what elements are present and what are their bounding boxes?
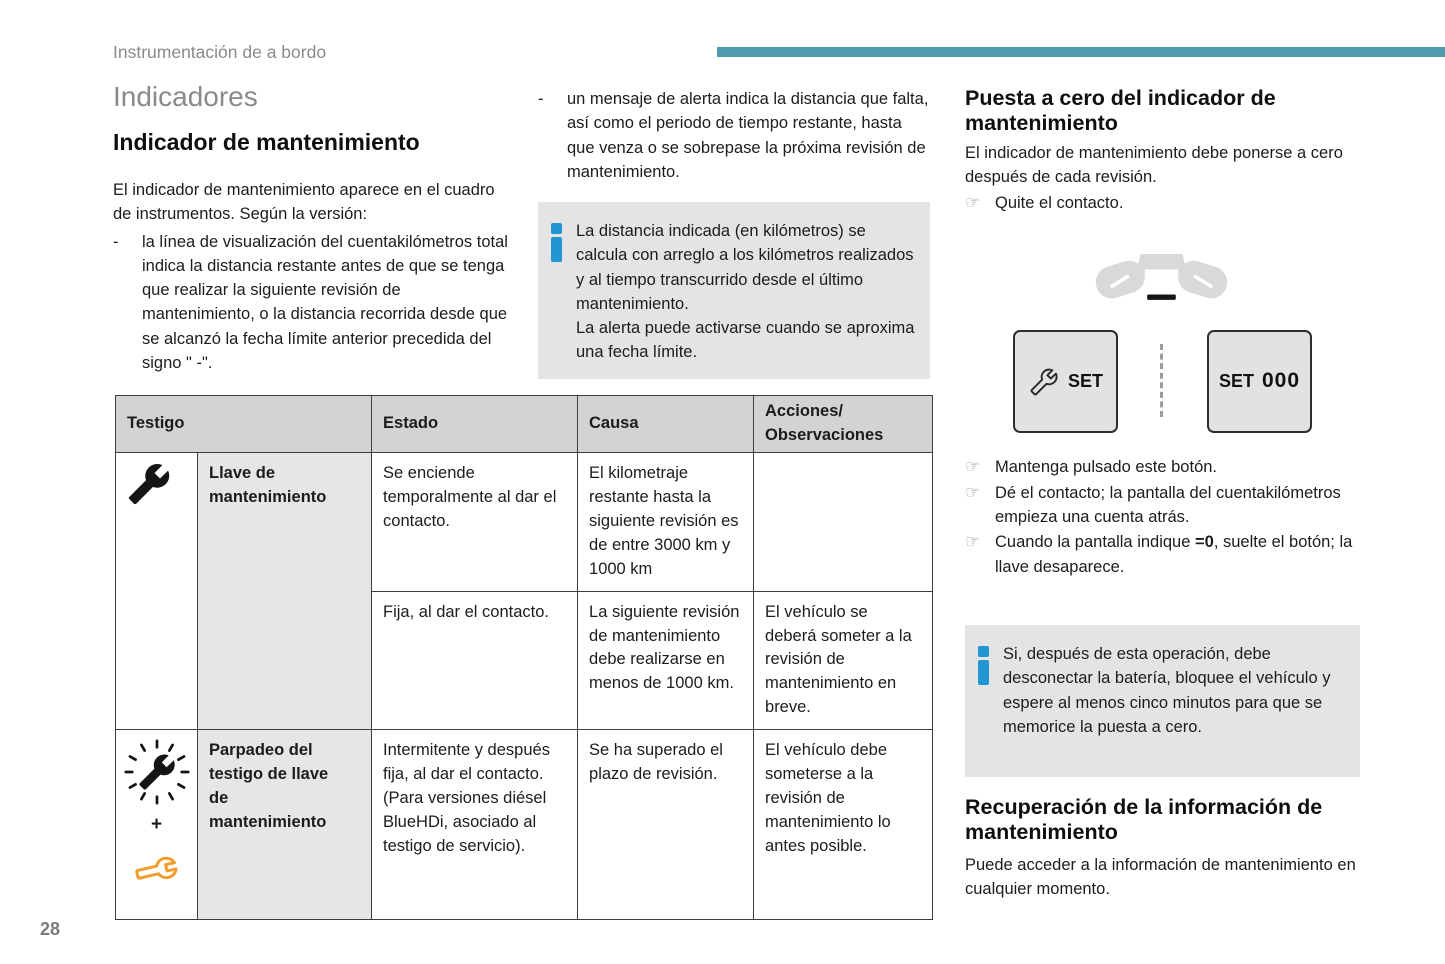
estado-cell: Fija, al dar el contacto. bbox=[372, 591, 578, 730]
info-box bbox=[538, 202, 930, 379]
left-column bbox=[113, 82, 513, 375]
list-item-text: un mensaje de alerta indica la distancia que falta, así como el periodo de tiempo restante, hasta que venza o se sobrepase la próxima revisión de mantenimiento. bbox=[567, 90, 929, 181]
instruction-text-suffix: , suelte el botón; la llave desaparece. bbox=[995, 533, 1353, 576]
table-header-row bbox=[116, 396, 933, 453]
pointer-hand-icon: ☞ bbox=[965, 193, 981, 212]
instruction-step bbox=[965, 191, 1357, 216]
section-title: Puesta a cero del indicador de mantenimiento bbox=[965, 86, 1276, 136]
info-icon bbox=[978, 646, 989, 777]
pointer-hand-icon: ☞ bbox=[965, 482, 981, 502]
dash-bullet: - bbox=[113, 232, 119, 251]
set-reset-button bbox=[1207, 330, 1312, 433]
set-button-label: SET bbox=[1067, 371, 1103, 392]
plus-sign: + bbox=[150, 814, 163, 836]
info-text-line: La alerta puede activarse cuando se aproxima una fecha límite. bbox=[576, 319, 915, 362]
table-row bbox=[116, 453, 933, 592]
instruction-text: Dé el contacto; la pantalla del cuentakilómetros empieza una cuenta atrás. bbox=[995, 483, 1341, 527]
col-header-estado: Estado bbox=[372, 396, 578, 453]
instruction-step bbox=[965, 455, 1363, 480]
lamp-label-cell bbox=[198, 453, 372, 730]
acciones-cell: El vehículo se deberá someter a la revisión de mantenimiento en breve. bbox=[754, 591, 933, 730]
list-item bbox=[113, 230, 513, 376]
pointer-hand-icon: ☞ bbox=[965, 457, 981, 476]
causa-cell: El kilometraje restante hasta la siguiente revisión es de entre 3000 km y 1000 km bbox=[578, 453, 754, 592]
instruction-text-prefix: Cuando la pantalla indique bbox=[995, 533, 1195, 552]
paragraph: Puede acceder a la información de mantenimiento en cualquier momento. bbox=[965, 856, 1356, 899]
info-icon bbox=[551, 223, 562, 379]
set-reset-label: SET bbox=[1218, 371, 1254, 392]
col-header-acciones-line1: Acciones/ bbox=[765, 402, 843, 421]
pointer-hand-icon: ☞ bbox=[965, 532, 981, 552]
set-button bbox=[1013, 330, 1118, 433]
set-reset-zeros: 000 bbox=[1261, 369, 1301, 393]
flashing-wrench-icon bbox=[124, 739, 190, 805]
section-title: Recuperación de la información de mantenimiento bbox=[965, 795, 1323, 845]
accent-bar bbox=[717, 47, 1445, 57]
instruction-text-bold: =0 bbox=[1195, 533, 1214, 552]
instruction-text: Quite el contacto. bbox=[995, 194, 1124, 212]
col-header-acciones bbox=[754, 396, 933, 453]
col-header-causa: Causa bbox=[578, 396, 754, 453]
info-box bbox=[965, 625, 1360, 777]
instruction-text bbox=[995, 530, 1363, 579]
instruction-text: Mantenga pulsado este botón. bbox=[995, 458, 1218, 476]
flashing-wrench-icon-cell bbox=[116, 730, 198, 920]
subsection-title: Indicador de mantenimiento bbox=[113, 128, 420, 155]
acciones-cell: El vehículo debe someterse a la revisión de mantenimiento lo antes posible. bbox=[754, 730, 933, 920]
lamp-label: Parpadeo del testigo de llave de mantenimiento bbox=[209, 741, 329, 831]
table-row bbox=[116, 730, 933, 920]
dash-bullet: - bbox=[538, 90, 544, 108]
instruction-steps bbox=[965, 455, 1363, 580]
info-text bbox=[576, 219, 916, 379]
paragraph: El indicador de mantenimiento debe ponerse a cero después de cada revisión. bbox=[965, 144, 1343, 187]
acciones-cell bbox=[754, 453, 933, 592]
instrument-cluster-illustration bbox=[1093, 248, 1230, 310]
section-title: Indicadores bbox=[113, 81, 258, 112]
col-header-testigo: Testigo bbox=[116, 396, 372, 453]
page-header: Instrumentación de a bordo bbox=[113, 42, 327, 62]
wrench-outline-icon bbox=[1028, 366, 1060, 398]
lamp-label-cell bbox=[198, 730, 372, 920]
estado-cell: Intermitente y después fija, al dar el contacto. (Para versiones diésel BlueHDi, asociado al testigo de servicio). bbox=[372, 730, 578, 920]
lamp-label: Llave de mantenimiento bbox=[209, 464, 327, 506]
list-item bbox=[538, 87, 930, 184]
wrench-icon bbox=[116, 453, 198, 730]
dashed-divider bbox=[1160, 344, 1163, 417]
warning-lamp-table bbox=[115, 395, 933, 920]
causa-cell: La siguiente revisión de mantenimiento debe realizarse en menos de 1000 km. bbox=[578, 591, 754, 730]
info-text: Si, después de esta operación, debe desconectar la batería, bloquee el vehículo y espere al menos cinco minutos para que se memorice la puesta a cero. bbox=[1003, 645, 1331, 736]
middle-column bbox=[538, 85, 930, 184]
instruction-step bbox=[965, 481, 1363, 530]
causa-cell: Se ha superado el plazo de revisión. bbox=[578, 730, 754, 920]
service-wrench-icon bbox=[130, 849, 184, 891]
instruction-step bbox=[965, 530, 1363, 579]
page-number: 28 bbox=[40, 919, 61, 939]
info-text-line: La distancia indicada (en kilómetros) se calcula con arreglo a los kilómetros realizados y al tiempo transcurrido desde el último mantenimiento. bbox=[576, 222, 914, 313]
estado-cell: Se enciende temporalmente al dar el contacto. bbox=[372, 453, 578, 592]
list-item-text: la línea de visualización del cuentakilómetros total indica la distancia restante antes de que se tenga que realizar la siguiente revisión de mantenimiento, o la distancia recorrida desde que se alcanzó la fecha límite anterior precedida del signo " -". bbox=[142, 232, 508, 372]
intro-paragraph: El indicador de mantenimiento aparece en el cuadro de instrumentos. Según la versión: bbox=[113, 181, 495, 224]
col-header-acciones-line2: Observaciones bbox=[765, 426, 884, 444]
